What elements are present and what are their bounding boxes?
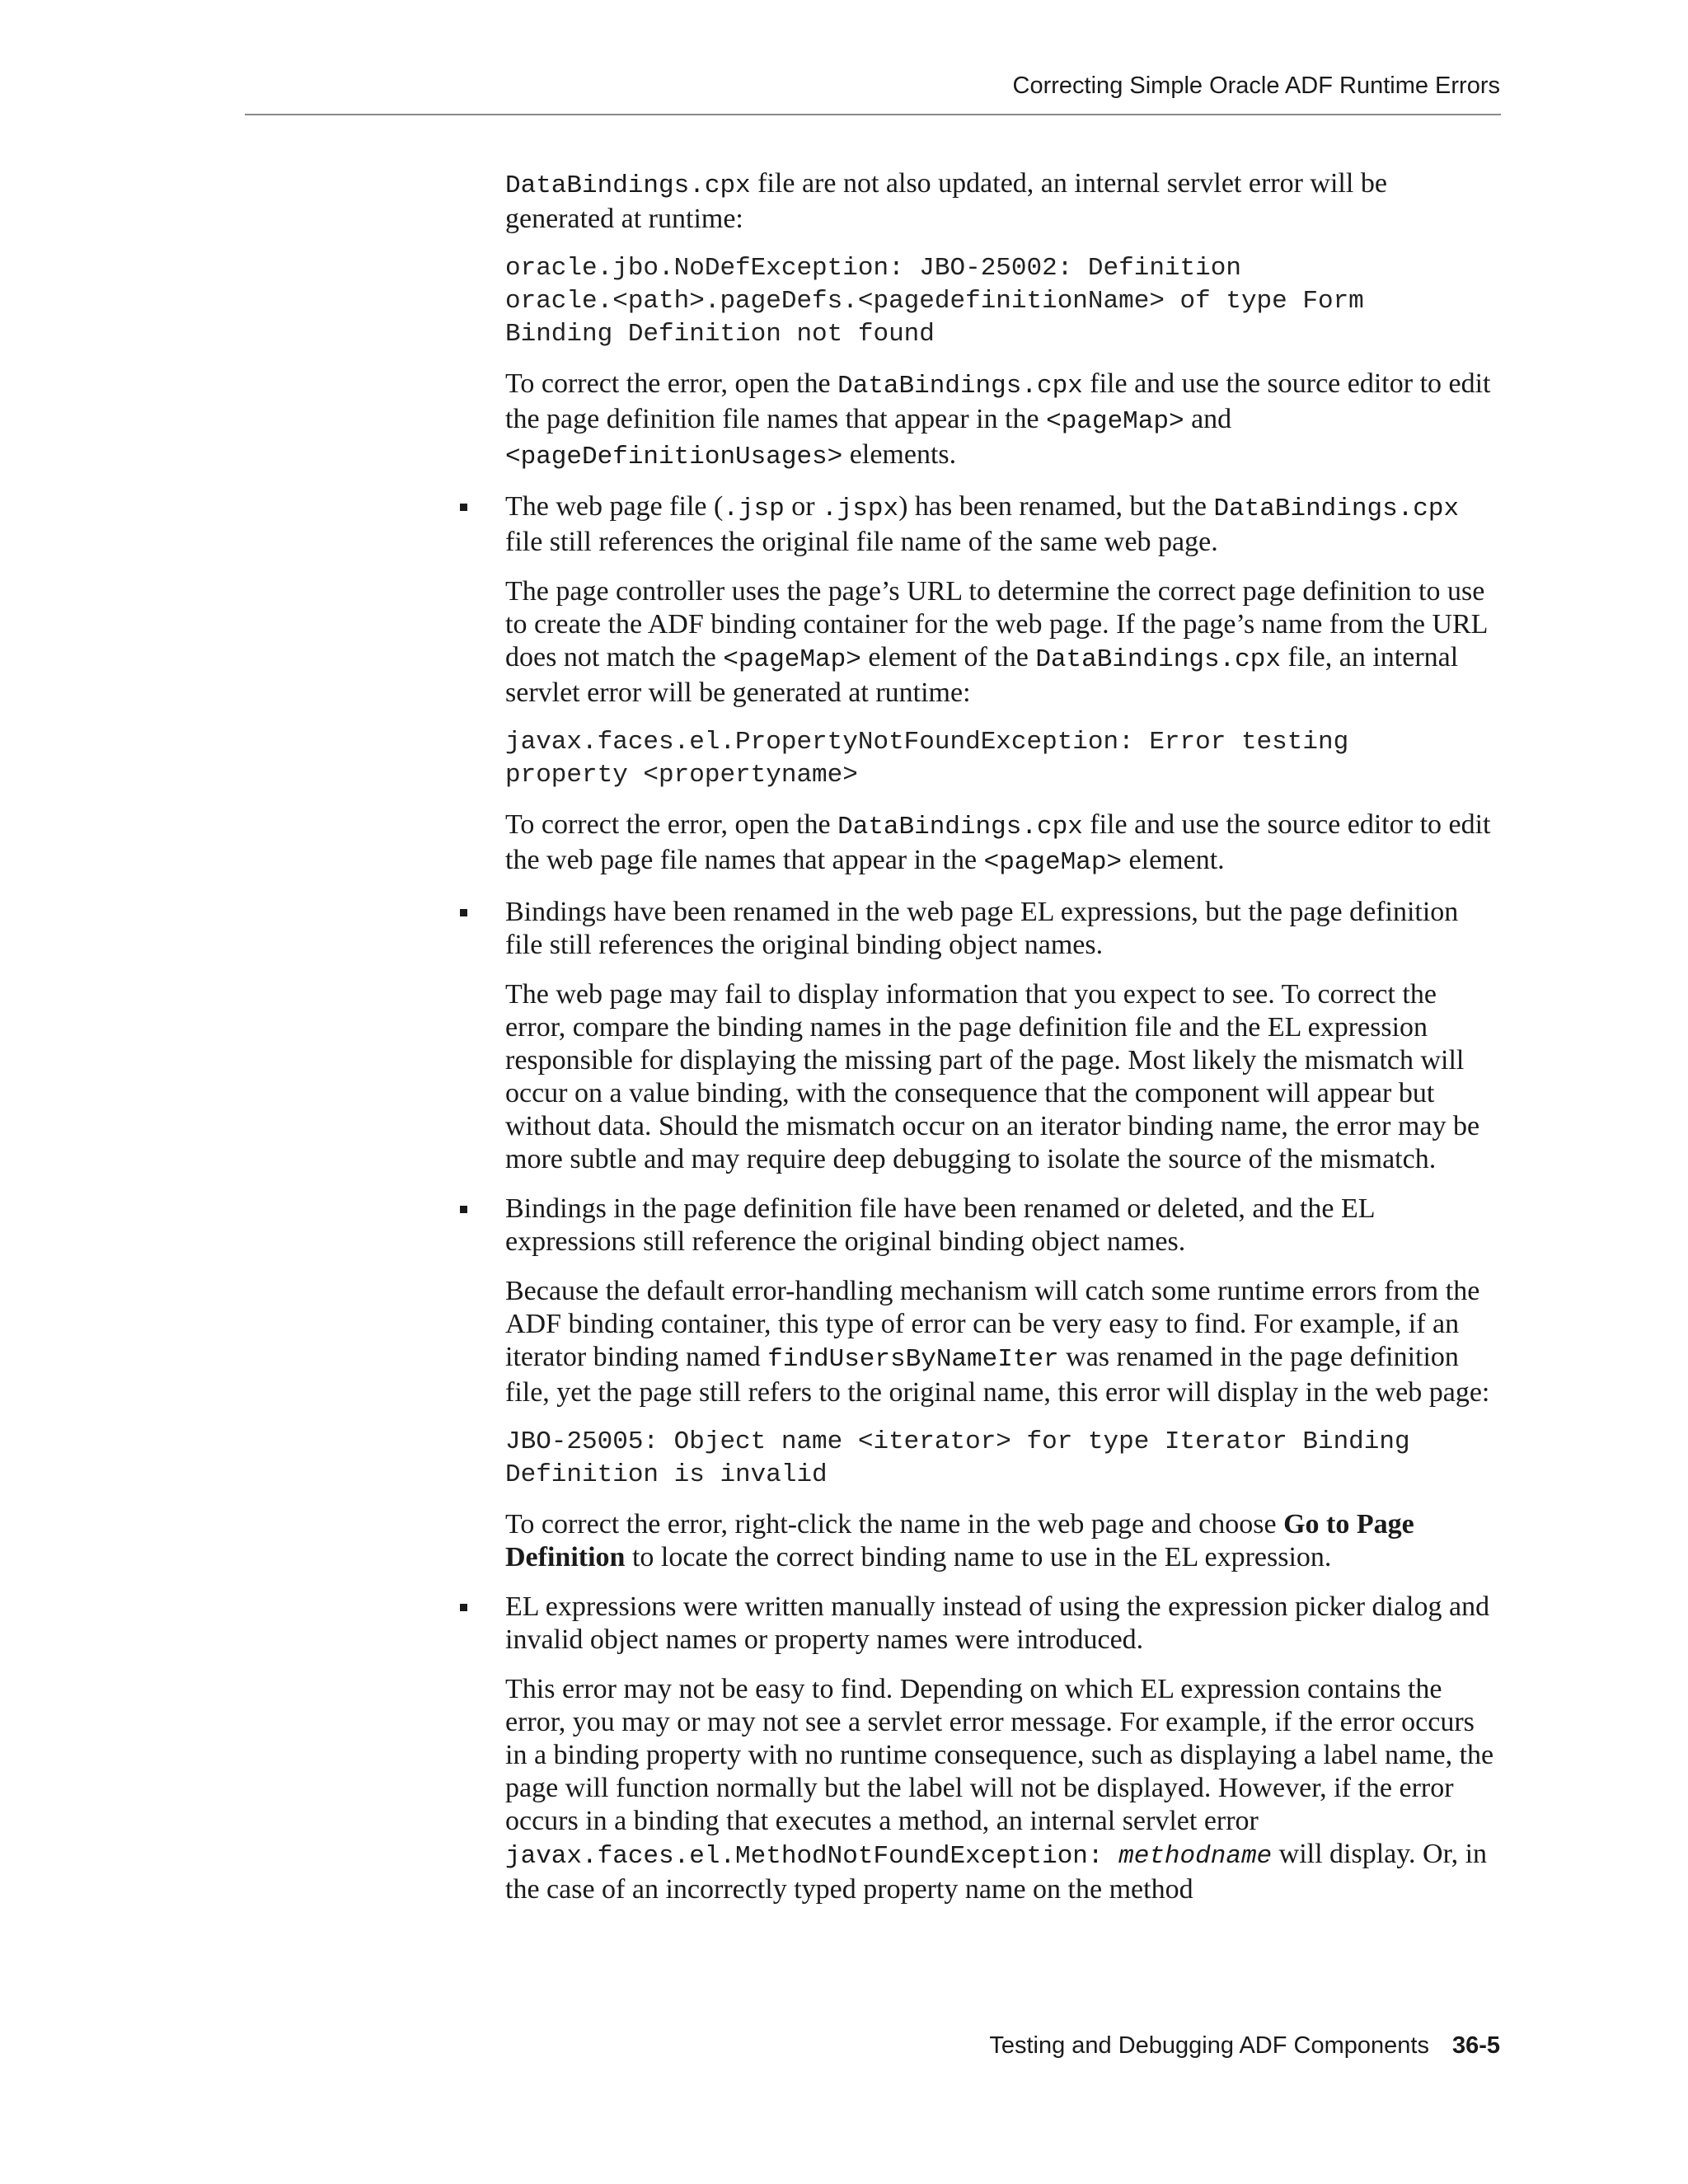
code-block: JBO-25005: Object name <iterator> for type Iterator Binding Definition is invalid [505,1427,1410,1489]
text-run: will display. Or, in the case of an incorrectly typed property name on the method [505,1839,1488,1905]
inline-code: .jsp [723,494,785,523]
text-run: element of the [860,642,1036,673]
page-number: 36-5 [1451,2032,1500,2059]
header-rule [245,114,1501,115]
inline-code: <pageMap> [1046,407,1184,436]
text-run: This error may not be easy to find. Depending on which EL expression contains the error, you may or may not see a servlet error message. For example, if the error occurs in a binding property with no runtime consequence, such as displaying a label name, the page will function normally but the label will not be displayed. However, if the error occurs in a binding that executes a method, an internal servlet error [505,1674,1494,1836]
paragraph [505,575,1503,710]
text-run: ) has been renamed, but the [898,491,1214,522]
inline-code: DataBindings.cpx [837,372,1083,401]
code-block: oracle.jbo.NoDefException: JBO-25002: Definition oracle.<path>.pageDefs.<pagedefinitionName> of type Form Binding Definition not found [505,254,1364,349]
bullet-icon [460,1206,467,1213]
inline-code: DataBindings.cpx [505,171,751,200]
text-run: The page controller uses the page’s URL to determine the correct page definition to use to create the ADF binding container for the web page. If the page’s name from the URL does not match the [505,576,1488,673]
paragraph [505,368,1503,474]
bullet-icon [460,504,467,511]
paragraph [505,808,1503,879]
paragraph [505,1275,1503,1409]
text-run: The web page file ( [505,491,724,522]
code-block: javax.faces.el.PropertyNotFoundException: Error testing property <propertyname> [505,728,1349,790]
text-run: elements. [842,439,957,470]
footer-section-title: Testing and Debugging ADF Components [989,2032,1429,2059]
paragraph: The web page may fail to display information that you expect to see. To correct the error, compare the binding names in the page definition file and the EL expression responsible for displaying the missing part of the page. Most likely the mismatch will occur on a value binding, with the consequence that the component will appear but without data. Should the mismatch occur on an iterator binding name, the error may be more subtle and may require deep debugging to isolate the source of the mismatch. [505,979,1480,1174]
text-run: To correct the error, open the [505,368,838,399]
paragraph [505,1508,1503,1574]
inline-code: DataBindings.cpx [1035,645,1281,674]
running-footer [989,2032,1500,2060]
inline-code: findUsersByNameIter [767,1345,1059,1374]
inline-code-italic: methodname [1118,1842,1273,1871]
text-run: or [784,491,823,522]
text-run: To correct the error, right-click the name in the web page and choose [505,1509,1284,1540]
bullet-icon [460,1604,467,1611]
list-item [505,490,1503,879]
text-run: file are not also updated, an internal servlet error will be generated at runtime: [505,168,1387,234]
inline-code: javax.faces.el.MethodNotFoundException: [505,1842,1119,1871]
paragraph [505,1673,1503,1906]
list-item [505,896,1503,1176]
text-run: to locate the correct binding name to use in the EL expression. [625,1542,1332,1572]
inline-code: .jspx [822,494,899,523]
text-run: Because the default error-handling mechanism will catch some runtime errors from the ADF binding container, this type of error can be very easy to find. For example, if an iterator binding named [505,1276,1480,1372]
list-item [505,1591,1503,1906]
inline-code: DataBindings.cpx [837,813,1083,841]
list-item-lead [505,490,1503,559]
text-run: element. [1122,845,1225,875]
text-run: file still references the original file name of the same web page. [505,527,1218,557]
inline-code: <pageMap> [983,848,1123,877]
text-run: file and use the source editor to edit the web page file names that appear in the [505,809,1491,875]
list-item [505,1193,1503,1574]
header-title: Correcting Simple Oracle ADF Runtime Errors [1012,73,1500,99]
menu-command-name: Go to Page Definition [505,1509,1414,1572]
list-item-lead: Bindings have been renamed in the web page EL expressions, but the page definition file still references the original binding object names. [505,897,1459,960]
text-run: file and use the source editor to edit the page definition file names that appear in the [505,368,1491,434]
text-run: and [1184,404,1232,434]
text-run: was renamed in the page definition file, yet the page still refers to the original name, this error will display in the web page: [505,1342,1490,1408]
inline-code: DataBindings.cpx [1213,494,1460,523]
list-item-lead: Bindings in the page definition file have been renamed or deleted, and the EL expressions still reference the original binding object names. [505,1193,1375,1257]
page-body [505,167,1503,1923]
list-item-lead: EL expressions were written manually instead of using the expression picker dialog and invalid object names or property names were introduced. [505,1591,1490,1655]
text-run: file, an internal servlet error will be generated at runtime: [505,642,1459,708]
text-run: To correct the error, open the [505,809,838,840]
intro-paragraph [505,167,1503,236]
bullet-icon [460,909,467,916]
inline-code: <pageDefinitionUsages> [505,443,843,471]
inline-code: <pageMap> [723,645,861,674]
